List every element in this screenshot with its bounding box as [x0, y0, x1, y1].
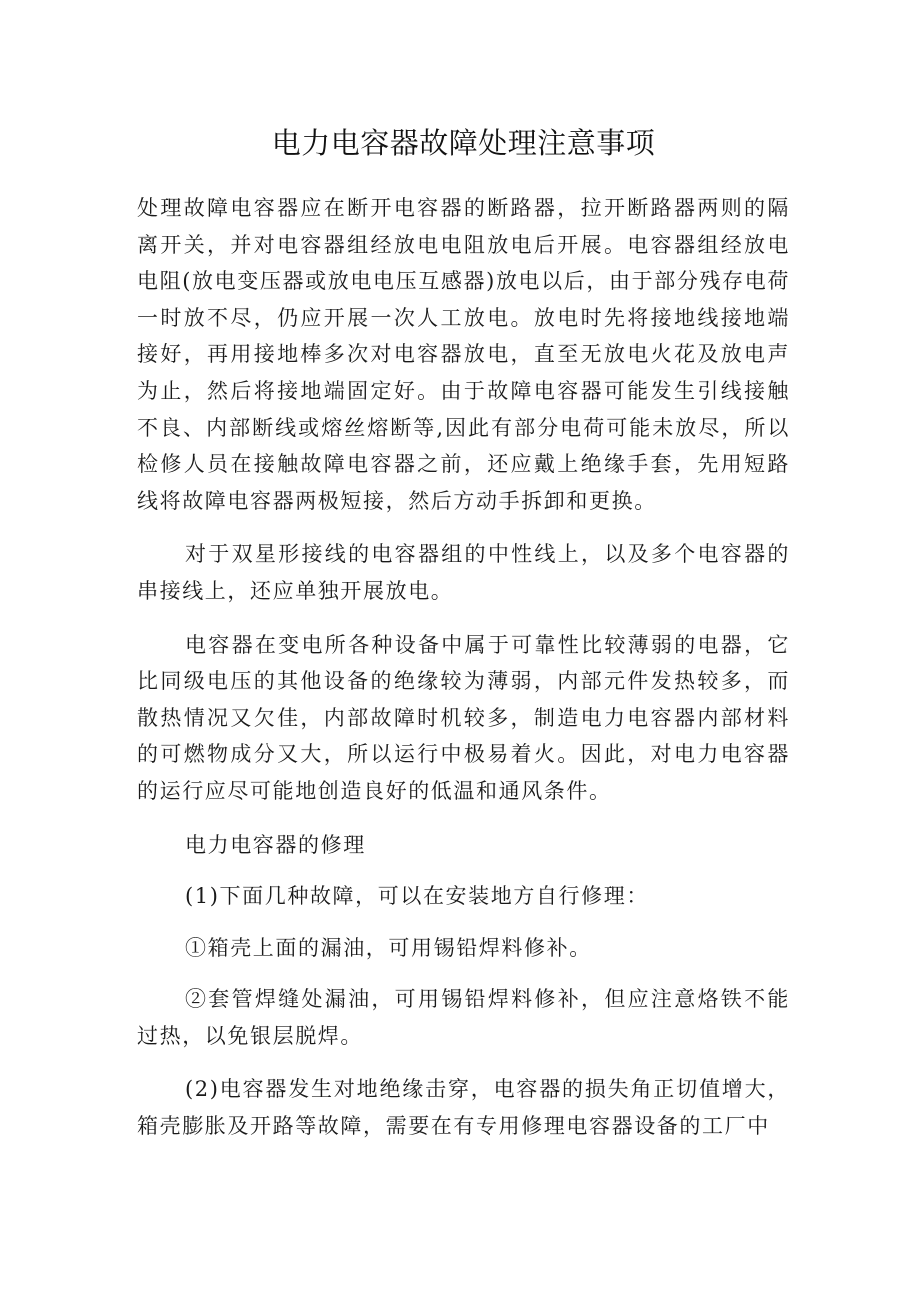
paragraph-onsite-repair: (1)下面几种故障，可以在安装地方自行修理： — [185, 884, 649, 909]
paragraph-capacitor-discharge: 处理故障电容器应在断开电容器的断路器，拉开断路器两则的隔离开关，并对电容器组经放电电阻放电后开展。电容器组经放电电阻(放电变压器或放电电压互感器)放电以后，由于部分残存电荷一时放不尽，仍应开展一次人工放电。放电时先将接地线接地端接好，再用接地棒多次对电容器放电，直至无放电火花及放电声为止，然后将接地端固定好。由于故障电容器可能发生引线接触不良、内部断线或熔丝熔断等,因此有部分电荷可能未放尽，所以检修人员在接触故障电容器之前，还应戴上绝缘手套，先用短路线将故障电容器两极短接，然后方动手拆卸和更换。 — [137, 196, 790, 513]
document-title: 电力电容器故障处理注意事项 — [271, 126, 656, 160]
paragraph-factory-repair: (2)电容器发生对地绝缘击穿，电容器的损失角正切值增大，箱壳膨胀及开路等故障，需要在有专用修理电容器设备的工厂中 — [137, 1077, 790, 1139]
paragraph-fire-risk: 电容器在变电所各种设备中属于可靠性比较薄弱的电器，它比同级电压的其他设备的绝缘较为薄弱，内部元件发热较多，而散热情况又欠佳，内部故障时机较多，制造电力电容器内部材料的可燃物成分又大，所以运行中极易着火。因此，对电力电容器的运行应尽可能地创造良好的低温和通风条件。 — [137, 632, 790, 803]
section-heading-repair: 电力电容器的修理 — [185, 832, 366, 857]
list-item-case-leak: ①箱壳上面的漏油，可用锡铅焊料修补。 — [185, 935, 592, 960]
paragraph-neutral-line-discharge: 对于双星形接线的电容器组的中性线上，以及多个电容器的串接线上，还应单独开展放电。 — [137, 542, 790, 603]
list-item-bushing-leak: ②套管焊缝处漏油，可用锡铅焊料修补，但应注意烙铁不能过热，以免银层脱焊。 — [137, 987, 790, 1048]
